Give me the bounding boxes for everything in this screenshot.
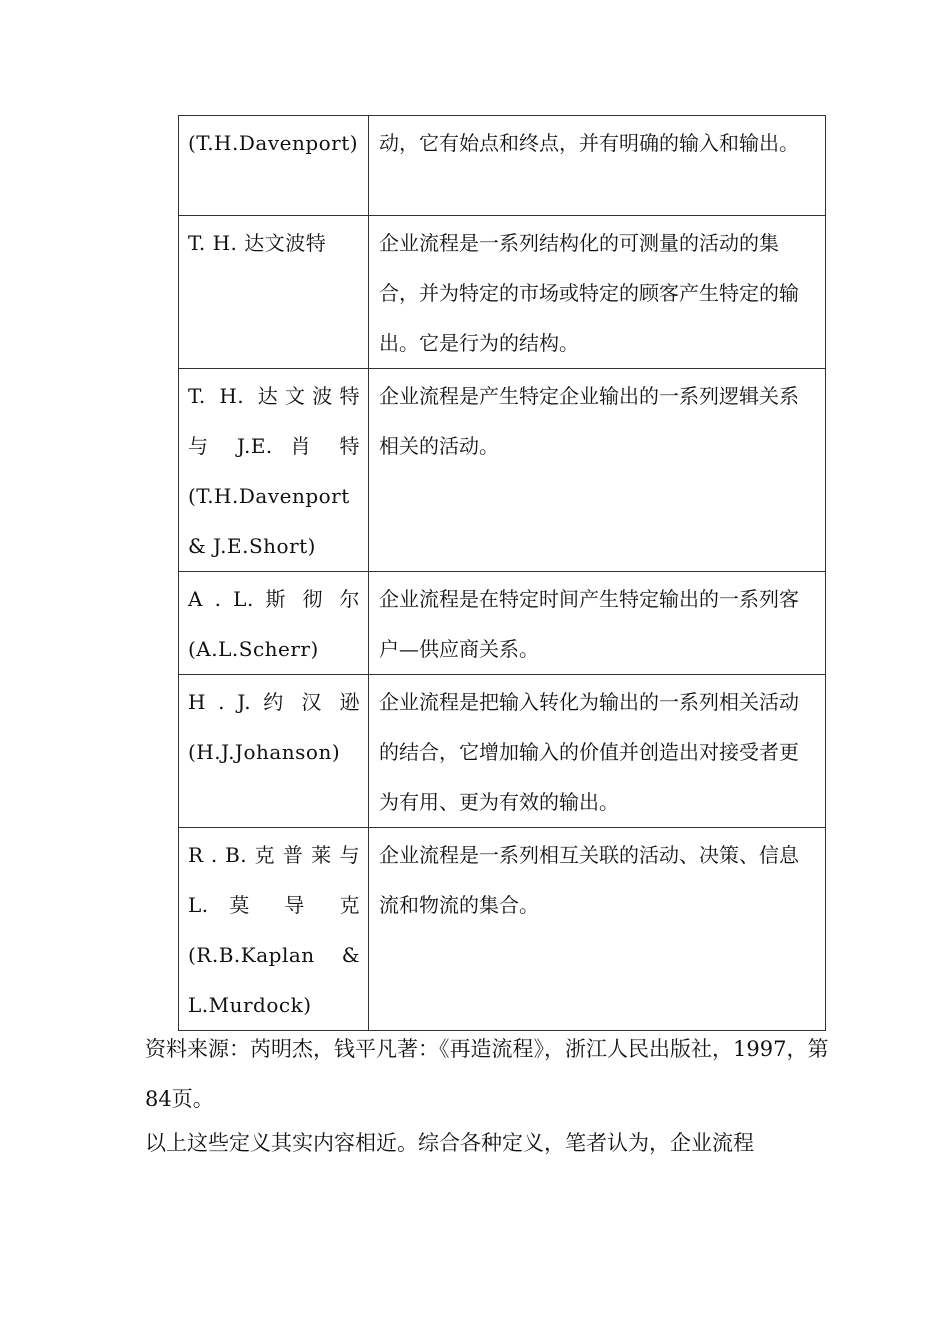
author-line: H . J. 约 汉 逊 — [188, 690, 360, 714]
table-row — [179, 675, 826, 828]
author-line: & J.E.Short) — [188, 534, 316, 558]
definition-cell: 企业流程是一系列相互关联的活动、决策、信息流和物流的集合。 — [369, 828, 826, 1031]
table-row — [179, 572, 826, 675]
table-row — [179, 828, 826, 1031]
table-row — [179, 216, 826, 369]
author-cell — [179, 116, 369, 216]
author-line: T. H. 达文波特 — [188, 231, 327, 255]
table-row — [179, 369, 826, 572]
author-line: (A.L.Scherr) — [188, 637, 319, 661]
author-cell — [179, 369, 369, 572]
author-line: L.Murdock) — [188, 993, 312, 1017]
body-paragraph: 以上这些定义其实内容相近。综合各种定义，笔者认为，企业流程 — [145, 1131, 754, 1155]
author-line: (R.B.Kaplan & — [188, 943, 360, 967]
author-line: A . L. 斯 彻 尔 — [188, 587, 360, 611]
author-line: (T.H.Davenport — [188, 484, 350, 508]
author-line: L. 莫 导 克 — [188, 893, 360, 917]
author-line: R . B. 克 普 莱 与 — [188, 843, 360, 867]
definition-cell: 企业流程是一系列结构化的可测量的活动的集合，并为特定的市场或特定的顾客产生特定的输出。它是行为的结构。 — [369, 216, 826, 369]
definition-cell: 企业流程是把输入转化为输出的一系列相关活动的结合，它增加输入的价值并创造出对接受者更为有用、更为有效的输出。 — [369, 675, 826, 828]
source-note: 资料来源：芮明杰，钱平凡著：《再造流程》，浙江人民出版社，1997，第84页。 — [145, 1037, 829, 1111]
definition-cell: 企业流程是产生特定企业输出的一系列逻辑关系相关的活动。 — [369, 369, 826, 572]
author-cell — [179, 828, 369, 1031]
definition-cell: 动，它有始点和终点，并有明确的输入和输出。 — [369, 116, 826, 216]
author-cell — [179, 675, 369, 828]
author-cell — [179, 216, 369, 369]
definitions-table — [178, 115, 826, 1031]
author-line: 与 J.E. 肖 特 — [188, 434, 360, 458]
definition-cell: 企业流程是在特定时间产生特定输出的一系列客户—供应商关系。 — [369, 572, 826, 675]
author-line: (H.J.Johanson) — [188, 740, 341, 764]
author-line: T. H. 达文波特 — [188, 384, 360, 408]
author-cell — [179, 572, 369, 675]
author-line: (T.H.Davenport) — [188, 131, 359, 155]
table-row — [179, 116, 826, 216]
